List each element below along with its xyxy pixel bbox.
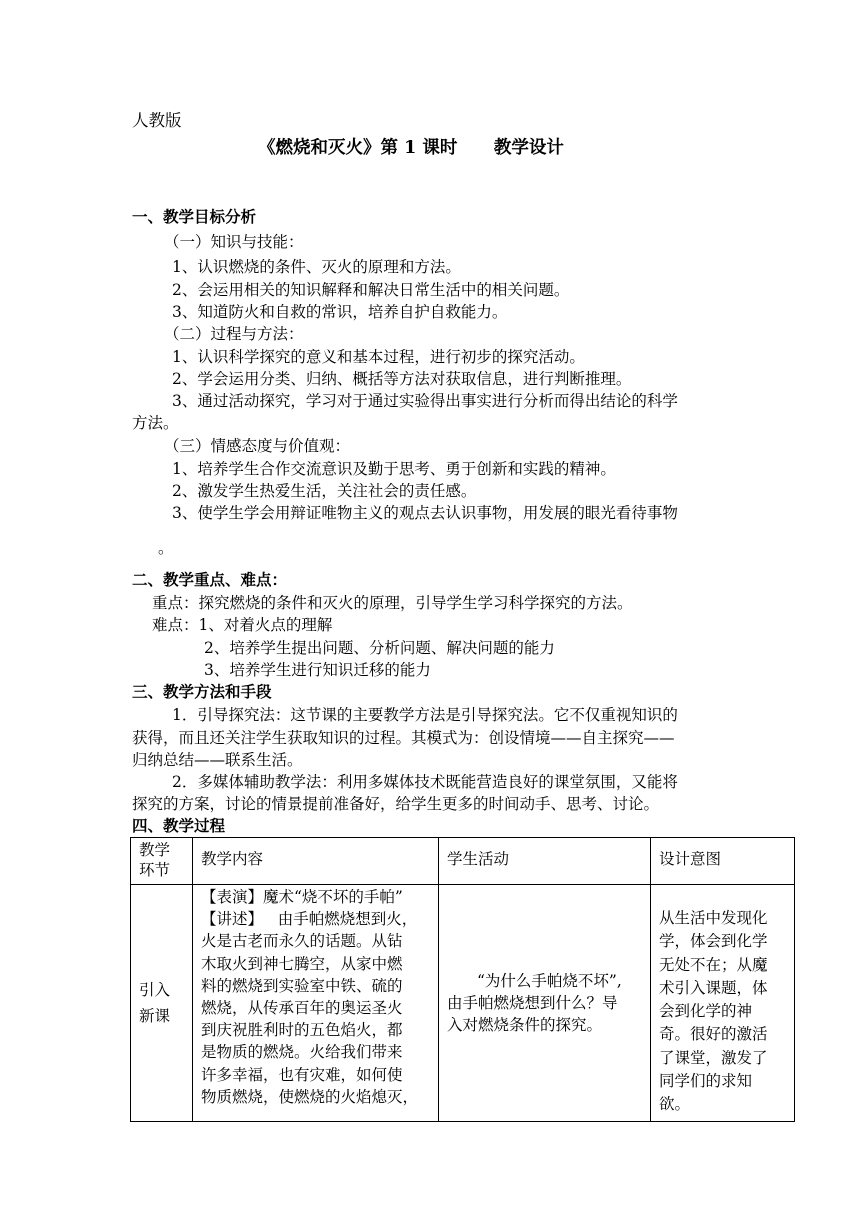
difficulty-point: 3、培养学生进行知识迁移的能力 [204,661,431,679]
paragraph-line: 探究的方案，讨论的情景提前准备好，给学生更多的时间动手、思考、讨论。 [132,795,660,813]
list-item: 2、会运用相关的知识解释和解决日常生活中的相关问题。 [172,281,570,299]
list-item: 1、培养学生合作交流意识及勤于思考、勇于创新和实践的精神。 [172,460,616,478]
teaching-process-table [130,837,795,1122]
key-point: 重点：探究燃烧的条件和灭火的原理，引导学生学习科学探究的方法。 [152,594,633,612]
paragraph-line: 归纳总结——联系生活。 [132,751,303,769]
paragraph-line: 2．多媒体辅助教学法：利用多媒体技术既能营造良好的课堂氛围，又能将 [172,773,678,791]
subsection-title: （二）过程与方法： [164,325,304,343]
difficulty-point: 难点：1、对着火点的理解 [152,616,333,634]
table-header-row [131,838,795,885]
list-item: 3、知道防火和自救的常识，培养自护自救能力。 [172,303,508,321]
publisher-label: 人教版 [132,111,182,130]
list-item: 2、学会运用分类、归纳、概括等方法对获取信息，进行判断推理。 [172,370,632,388]
paragraph-line: 1．引导探究法：这节课的主要教学方法是引导探究法。它不仅重视知识的 [172,706,678,724]
intent-cell: 从生活中发现化 学，体会到化学 无处不在；从魔 术引入课题，体 会到化学的神 奇。很好的激活 了课堂，激发了 同学们的求知 欲。 [651,885,795,1122]
activity-cell: “为什么手帕烧不坏”, 由手帕燃烧想到什么？导 入对燃烧条件的探究。 [439,885,651,1122]
list-item: 3、使学生学会用辩证唯物主义的观点去认识事物，用发展的眼光看待事物 [172,504,678,522]
section-heading-methods: 三、教学方法和手段 [132,682,272,701]
list-item: 1、认识科学探究的意义和基本过程，进行初步的探究活动。 [172,348,585,366]
document-title: 《燃烧和灭火》第 1 课时 教学设计 [258,138,564,158]
list-item-continuation: 方法。 [132,414,179,432]
header-stage: 教学 环节 [131,838,193,885]
content-cell: 【表演】魔术“烧不坏的手帕” 【讲述】 由手帕燃烧想到火， 火是古老而永久的话题。从钻 木取火到神七腾空，从家中燃 料的燃烧到实验室中铁、硫的 燃烧，从传承百年的奥运圣火 到庆祝胜利时的五色焰火，都 是物质的燃烧。火给我们带来 许多幸福，也有灾难，如何使 物质燃烧，使燃烧的火焰熄灭， [193,885,439,1122]
paragraph-line: 获得，而且还关注学生获取知识的过程。其模式为：创设情境——自主探究—— [132,729,675,747]
table-row [131,885,795,1122]
stage-cell: 引入 新课 [131,885,193,1122]
list-item: 1、认识燃烧的条件、灭火的原理和方法。 [172,258,461,276]
list-item-continuation: 。 [158,539,174,557]
section-heading-keypoints: 二、教学重点、难点： [132,570,288,589]
header-intent: 设计意图 [651,838,795,885]
header-content: 教学内容 [193,838,439,885]
list-item: 3、通过活动探究，学习对于通过实验得出事实进行分析而得出结论的科学 [172,392,678,410]
header-activity: 学生活动 [439,838,651,885]
difficulty-point: 2、培养学生提出问题、分析问题、解决问题的能力 [204,639,555,657]
subsection-title: （三）情感态度与价值观： [164,437,351,455]
section-heading-objectives: 一、教学目标分析 [132,207,257,226]
list-item: 2、激发学生热爱生活，关注社会的责任感。 [172,482,477,500]
subsection-title: （一）知识与技能： [164,233,304,251]
section-heading-process: 四、教学过程 [132,816,226,835]
